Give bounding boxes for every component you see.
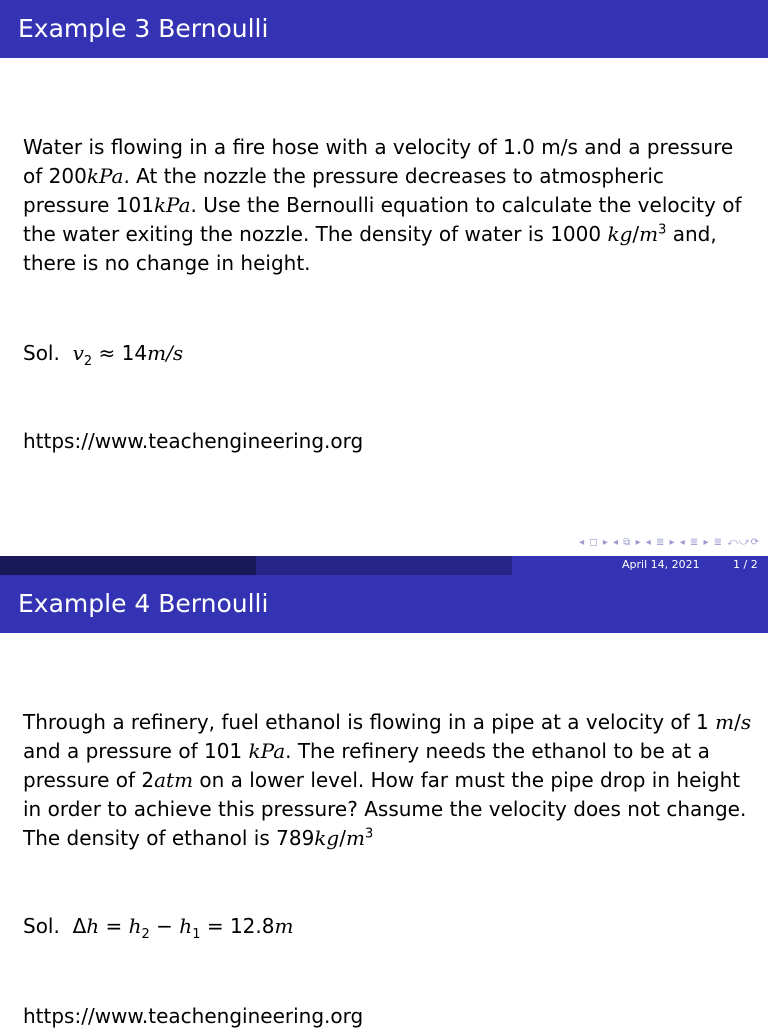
math-run: kPa — [153, 193, 191, 217]
problem-statement — [23, 133, 753, 278]
source-link[interactable]: https://www.teachengineering.org — [23, 1004, 364, 1028]
math-run: kPa — [248, 739, 286, 763]
math-run: h — [179, 914, 193, 938]
slide-title: Example 3 Bernoulli — [18, 14, 269, 43]
subscript: 1 — [192, 927, 201, 942]
math-run: 14 — [121, 341, 148, 365]
math-run: m — [345, 826, 365, 850]
superscript: 3 — [364, 826, 374, 842]
problem-statement — [23, 708, 753, 853]
solution — [23, 912, 293, 941]
math-run: = — [206, 914, 224, 938]
math-run: kg — [607, 222, 633, 246]
solution — [23, 339, 183, 368]
text-run: and a pressure of 101 — [23, 739, 249, 763]
text-run: . At the nozzle the pressure decreases to atmospheric pressure — [23, 164, 664, 217]
slide-title: Example 4 Bernoulli — [18, 589, 269, 618]
math-run: / — [632, 222, 640, 246]
math-run: ≈ — [98, 341, 116, 365]
math-run: h — [128, 914, 142, 938]
math-run: − — [156, 914, 173, 938]
math-run: m/s — [147, 341, 184, 365]
text-run: . The refinery needs the ethanol to be at a pressure of 2 — [23, 739, 710, 792]
slide-footer — [0, 556, 768, 575]
math-run: m — [639, 222, 659, 246]
text-run: Water is flowing in a fire hose with a velocity of 1.0 m/s and a pressure of — [23, 135, 734, 188]
text-run: . Use the Bernoulli equation to calculate the velocity of the water exiting the nozzle. The density of water is 1000 — [23, 193, 742, 246]
subscript: 2 — [83, 354, 93, 369]
superscript: 3 — [658, 222, 667, 238]
math-run: kg — [314, 826, 340, 850]
math-run: / — [339, 826, 346, 850]
text-run: 101 — [115, 193, 154, 217]
navigation-symbols[interactable]: ◂ ◻ ▸ ◂ ⧉ ▸ ◂ ≣ ▸ ◂ ≣ ▸ ≣ ⤺⤻⟳ — [579, 537, 760, 548]
footer-date: April 14, 2021 — [622, 558, 700, 571]
text-run: 200 — [48, 164, 87, 188]
slide-2 — [0, 575, 768, 1028]
math-run: / — [734, 710, 741, 734]
math-run: kPa — [86, 164, 124, 188]
footer-page-number: 1 / 2 — [733, 558, 758, 571]
text-run: and, there is no change in height. — [23, 222, 717, 275]
solution-label: Sol. — [23, 914, 60, 938]
slide-title-bar — [0, 0, 768, 58]
slide-title-bar — [0, 575, 768, 633]
subscript: 2 — [141, 927, 150, 942]
math-run: 12.8 — [229, 914, 275, 938]
math-run: atm — [154, 768, 194, 792]
text-run: Through a refinery, fuel ethanol is flowing in a pipe at a velocity of 1 — [23, 710, 716, 734]
solution-label: Sol. — [23, 341, 60, 365]
source-link[interactable]: https://www.teachengineering.org — [23, 429, 364, 453]
math-run: m — [715, 710, 735, 734]
footer-segment-middle — [256, 556, 512, 575]
text-run: on a lower level. How far must the pipe drop in height in order to achieve this pressure? Assume the velocity does not change. The density of ethanol is 789 — [23, 768, 747, 850]
math-run: v — [72, 341, 84, 365]
math-run: Δ — [72, 914, 87, 938]
math-run: s — [740, 710, 752, 734]
math-run: m — [274, 914, 294, 938]
math-run: = — [105, 914, 123, 938]
math-run: h — [86, 914, 100, 938]
footer-segment-left — [0, 556, 256, 575]
